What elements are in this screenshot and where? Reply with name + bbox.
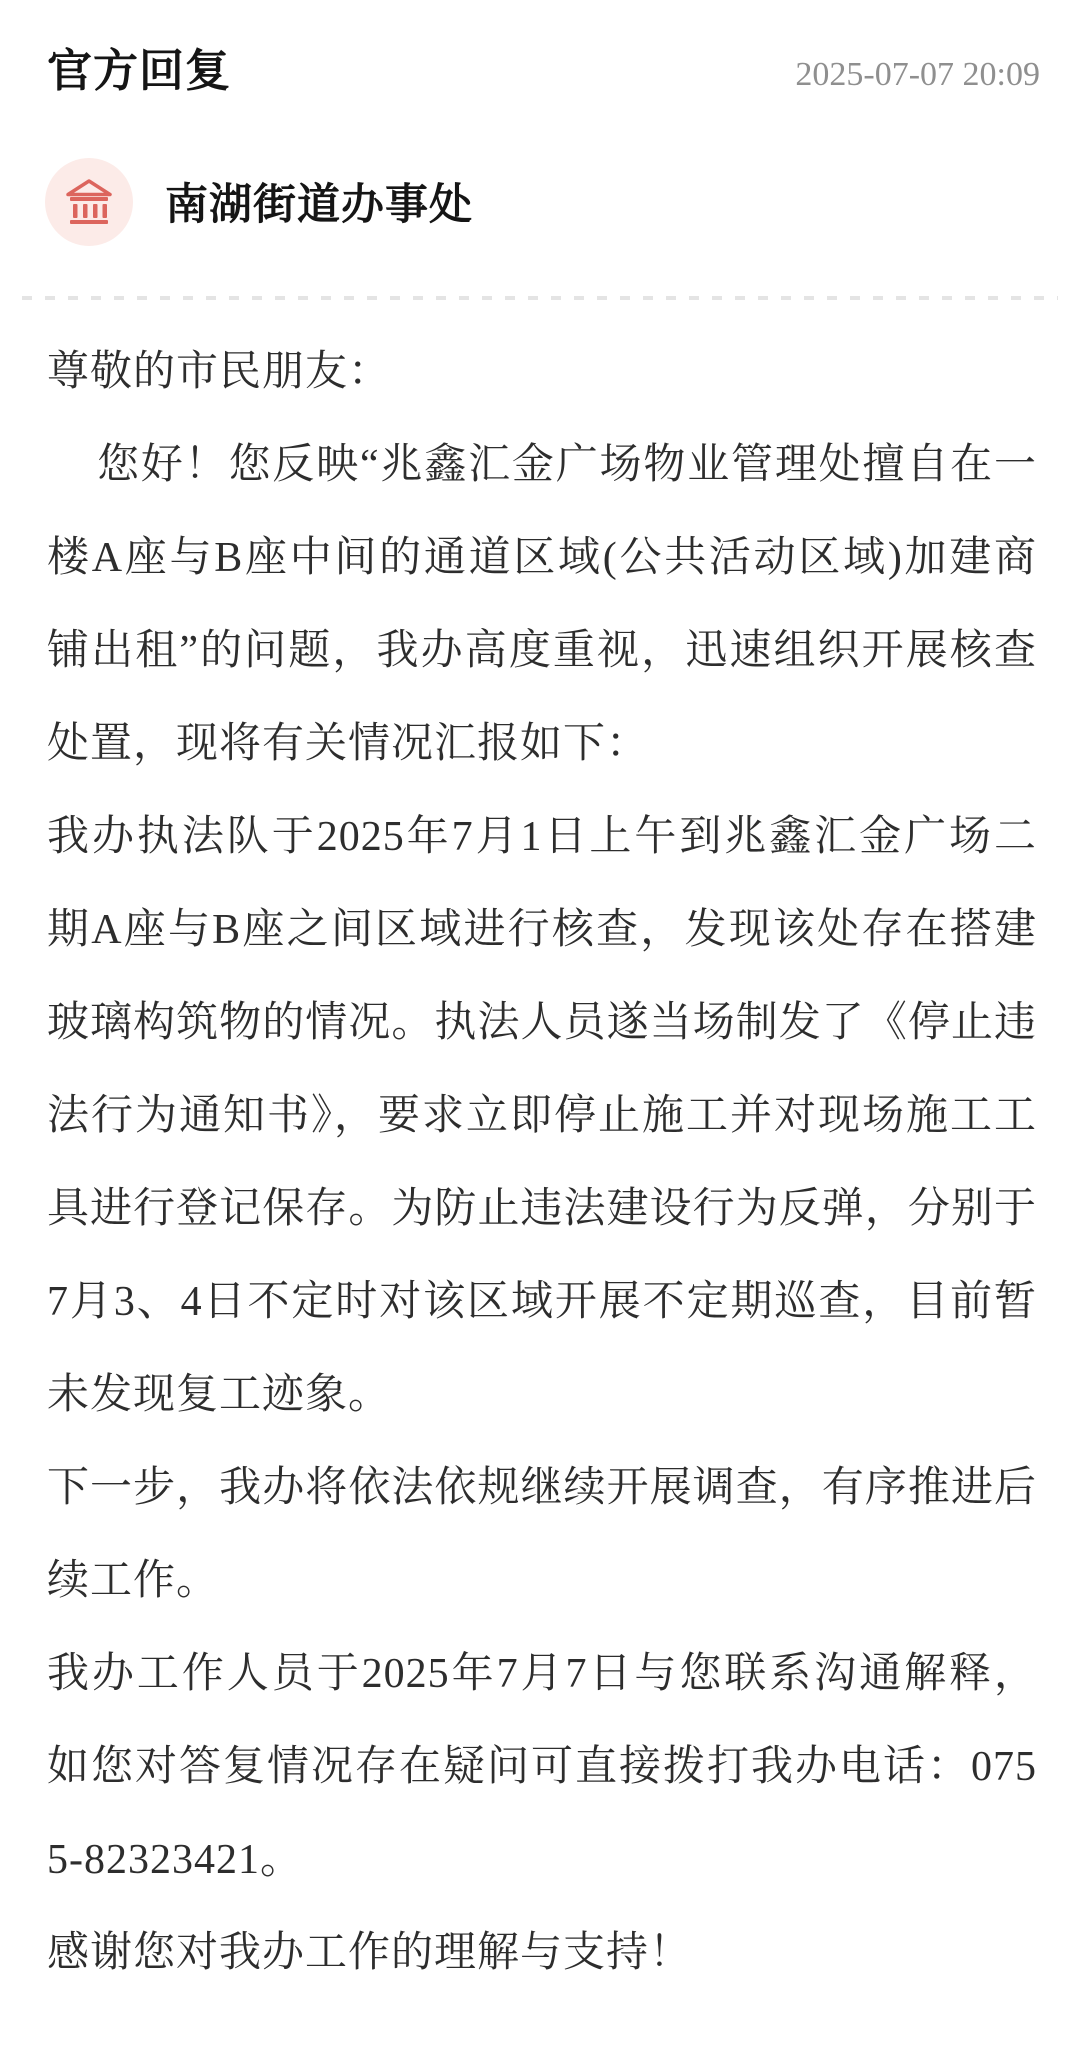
government-building-icon (65, 178, 113, 226)
dashed-divider (22, 296, 1058, 300)
page-header (0, 0, 1080, 96)
reply-paragraph: 下一步，我办将依法依规继续开展调查，有序推进后续工作。 (47, 1464, 1037, 1604)
page-title: 官方回复 (47, 45, 232, 96)
agency-avatar (45, 158, 133, 246)
reply-body (0, 326, 1080, 2060)
agency-name: 南湖街道办事处 (165, 181, 473, 229)
salutation-line: 尊敬的市民朋友： (47, 348, 392, 395)
closing-line: 感谢您对我办工作的理解与支持！ (47, 1929, 693, 1976)
reply-paragraph: 我办执法队于2025年7月1日上午到兆鑫汇金广场二期A座与B座之间区域进行核查，发现该处存在搭建玻璃构筑物的情况。执法人员遂当场制发了《停止违法行为通知书》，要求立即停止施工并对现场施工工具进行登记保存。为防止违法建设行为反弹，分别于7月3、4日不定时对该区域开展不定期巡查，目前暂未发现复工迹象。 (47, 813, 1037, 1418)
reply-paragraph: 我办工作人员于2025年7月7日与您联系沟通解释，如您对答复情况存在疑问可直接拨打我办电话：0755-82323421。 (47, 1650, 1037, 1883)
agency-row (0, 96, 1080, 246)
reply-timestamp: 2025-07-07 20:09 (795, 55, 1040, 93)
reply-paragraph: 您好！您反映“兆鑫汇金广场物业管理处擅自在一楼A座与B座中间的通道区域(公共活动区域)加建商铺出租”的问题，我办高度重视，迅速组织开展核查处置，现将有关情况汇报如下： (47, 441, 1037, 767)
